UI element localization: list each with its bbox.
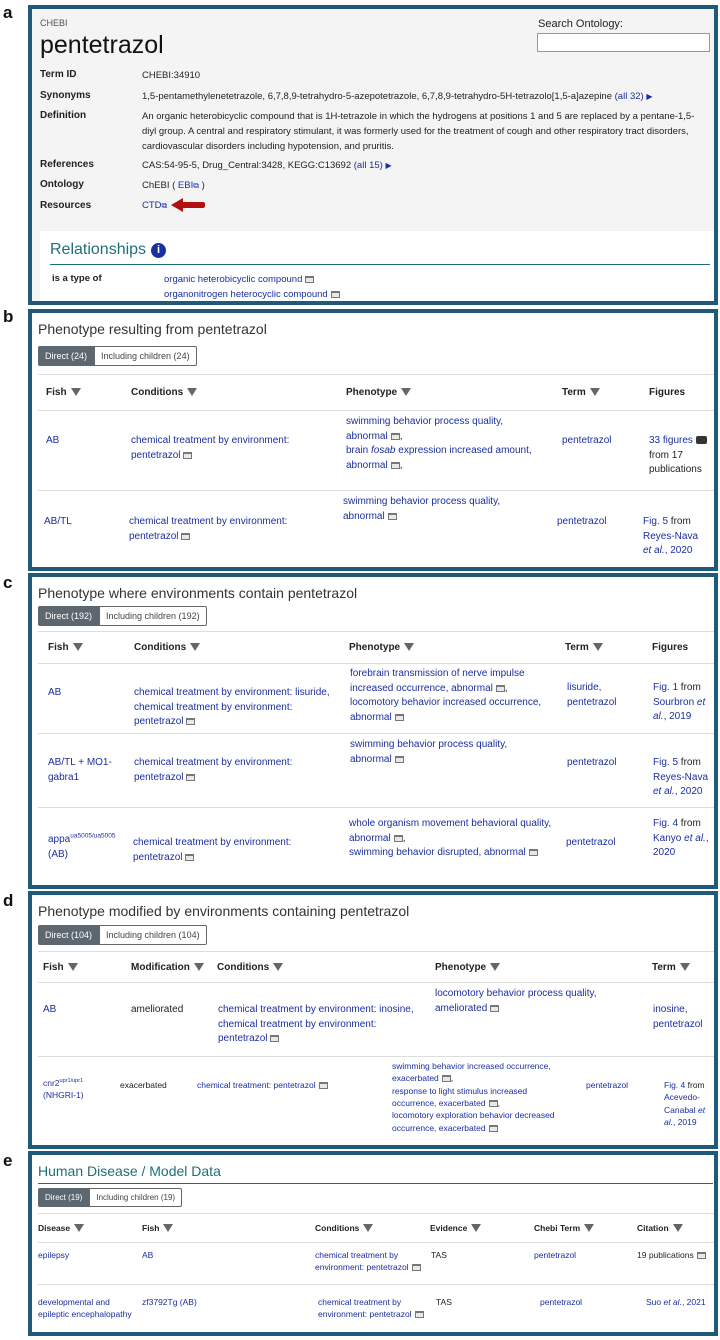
- figures-cell: Fig. 1 from Sourbron et al., 2019: [653, 682, 706, 722]
- panel-label-b: b: [3, 307, 14, 326]
- filter-icon: [490, 963, 500, 971]
- term-link[interactable]: pentetrazol: [567, 757, 617, 768]
- citation-cell: 19 publications: [637, 1249, 706, 1261]
- relationships-heading: Relationships i: [50, 241, 166, 259]
- tab-including-children[interactable]: Including children (192): [99, 606, 207, 626]
- filter-icon: [680, 963, 690, 971]
- col-conditions[interactable]: Conditions: [217, 962, 283, 973]
- resources-label: Resources: [40, 200, 92, 211]
- term-link[interactable]: pentetrazol: [557, 516, 607, 527]
- term-info-icon: [489, 1100, 498, 1107]
- term-link[interactable]: pentetrazol: [586, 1080, 629, 1090]
- fish-link[interactable]: AB: [142, 1250, 154, 1260]
- term-link[interactable]: pentetrazol: [562, 435, 612, 446]
- references-value: CAS:54-95-5, Drug_Central:3428, KEGG:C13692 (all 15) ▶: [142, 160, 392, 171]
- phenotype-cell: forebrain transmission of nerve impulse increased occurrence, abnormal , locomotory behavior increased occurrence, abnormal: [350, 668, 542, 723]
- conditions-cell: chemical treatment by environment: pentetrazol: [131, 435, 290, 461]
- col-figures[interactable]: Figures: [649, 387, 686, 398]
- tab-including-children[interactable]: Including children (104): [99, 925, 207, 945]
- term-info-icon: [391, 462, 400, 469]
- col-fish[interactable]: Fish: [43, 962, 78, 973]
- search-label: Search Ontology:: [538, 18, 623, 30]
- table-row: [38, 664, 718, 734]
- phenotype-cell: swimming behavior process quality, abnormal , brain fosab expression increased amount, abnormal ,: [346, 416, 532, 471]
- fish-cell: appa$^{ua5005/ua5005}$ (AB): [48, 833, 116, 860]
- relationship-link[interactable]: organic heterobicyclic compound: [164, 274, 303, 285]
- filter-icon: [404, 643, 414, 651]
- term-link[interactable]: pentetrazol: [540, 1297, 583, 1307]
- ontology-value: ChEBI ( EBI⧉ ): [142, 180, 205, 191]
- table-row: [38, 411, 718, 491]
- term-link[interactable]: pentetrazol: [534, 1250, 577, 1260]
- tab-direct[interactable]: Direct (104): [38, 925, 99, 945]
- term-info-icon: [186, 718, 195, 725]
- disease-table: [38, 1213, 718, 1336]
- term-info-icon: [415, 1311, 424, 1318]
- table-row: [38, 734, 718, 808]
- fish-link[interactable]: AB: [43, 1004, 57, 1015]
- term-info-icon: [388, 513, 397, 520]
- filter-icon: [590, 388, 600, 396]
- tab-group: [38, 925, 207, 945]
- ontology-label: Ontology: [40, 179, 84, 190]
- conditions-cell: chemical treatment by environment: pentetrazol: [318, 1296, 428, 1321]
- term-panel: [28, 5, 718, 305]
- col-conditions[interactable]: Conditions: [134, 642, 200, 653]
- term-info-icon: [489, 1125, 498, 1132]
- disease-cell: developmental and epileptic encephalopathy: [38, 1297, 132, 1320]
- col-phenotype[interactable]: Phenotype: [349, 642, 414, 653]
- phenotype-cell: swimming behavior process quality, abnormal: [343, 496, 501, 522]
- divider: [38, 1183, 713, 1184]
- phenotype-modified-panel: [28, 891, 718, 1149]
- phenotype-cell: whole organism movement behavioral quality, abnormal , swimming behavior disrupted, abnormal: [349, 818, 552, 858]
- table-header: [38, 374, 718, 411]
- col-fish[interactable]: Fish: [46, 387, 81, 398]
- filter-icon: [673, 1224, 683, 1232]
- term-info-icon[interactable]: [331, 291, 340, 298]
- filter-icon: [68, 963, 78, 971]
- citation-link[interactable]: Suo et al., 2021: [646, 1297, 706, 1307]
- phenotype-table: [38, 374, 718, 571]
- relationship-link[interactable]: organonitrogen heterocyclic compound: [164, 289, 328, 300]
- evidence-cell: TAS: [436, 1297, 452, 1307]
- term-info-icon: [395, 756, 404, 763]
- condition-link[interactable]: chemical treatment: pentetrazol: [197, 1080, 316, 1090]
- references-label: References: [40, 159, 94, 170]
- filter-icon: [584, 1224, 594, 1232]
- figures-cell: Fig. 4 from Kanyo et al., 2020: [653, 818, 709, 858]
- table-header: [38, 1213, 718, 1243]
- table-row: [38, 1285, 718, 1335]
- col-citation[interactable]: Citation: [637, 1223, 683, 1233]
- panel-heading: Phenotype modified by environments containing pentetrazol: [38, 903, 410, 919]
- term-link[interactable]: pentetrazol: [566, 837, 616, 848]
- phenotype-cell: swimming behavior increased occurrence, exacerbated , response to light stimulus increased occurrence, exacerbated , locomotory exploration behavior decreased occurrence, exacerbated: [392, 1061, 555, 1133]
- term-info-icon: [394, 835, 403, 842]
- phenotype-resulting-panel: [28, 309, 718, 571]
- table-row: [38, 1057, 718, 1149]
- caret-right-icon: ▶: [385, 161, 392, 170]
- conditions-cell: chemical treatment by environment: pentetrazol: [315, 1249, 425, 1274]
- panel-heading: Phenotype where environments contain pentetrazol: [38, 585, 358, 601]
- panel-label-a: a: [3, 3, 13, 22]
- fish-cell: $cnr2^{upr1/upr1}$ (NHGRI-1): [43, 1078, 84, 1101]
- modification-cell: exacerbated: [120, 1080, 167, 1090]
- term-id-label: Term ID: [40, 69, 77, 80]
- col-term[interactable]: Term: [562, 387, 600, 398]
- term-info-icon: [186, 774, 195, 781]
- term-info-icon: [412, 1264, 421, 1271]
- col-term[interactable]: Term: [652, 962, 690, 973]
- filter-icon: [363, 1224, 373, 1232]
- filter-icon: [73, 643, 83, 651]
- ctd-link[interactable]: CTD⧉: [142, 200, 168, 211]
- human-disease-panel: [28, 1151, 718, 1336]
- col-chebi-term[interactable]: Chebi Term: [534, 1223, 594, 1233]
- term-info-icon: [697, 1252, 706, 1259]
- term-cell: inosine, pentetrazol: [653, 1004, 703, 1030]
- tab-including-children[interactable]: Including children (24): [94, 346, 197, 366]
- ebi-link[interactable]: EBI⧉: [177, 180, 199, 191]
- references-all-link[interactable]: (all 15): [353, 160, 383, 171]
- figures-cell: Fig. 5 from Reyes-Nava et al., 2020: [653, 757, 709, 797]
- figures-cell: Fig. 5 from Reyes-Nava et al., 2020: [643, 516, 699, 556]
- filter-icon: [190, 643, 200, 651]
- col-modification[interactable]: Modification: [131, 962, 204, 973]
- fish-link[interactable]: AB/TL: [44, 516, 72, 527]
- phenotype-table: [38, 951, 718, 1149]
- filter-icon: [163, 1224, 173, 1232]
- phenotype-cell: swimming behavior process quality, abnormal: [350, 739, 508, 765]
- term-cell: lisuride, pentetrazol: [567, 682, 617, 708]
- definition-value: An organic heterobicyclic compound that is 1H-tetrazole in which the hydrogens at positions 1 and 5 are replaced by a pentane-1,5-diyl group. A central and respiratory stimulant, it was formerly used for the treatment of cough and other respiratory tract disorders, cardiovascular disorders including hypotension, and pruritis.: [142, 111, 695, 152]
- conditions-cell: chemical treatment by environment: pentetrazol: [129, 516, 288, 542]
- col-fish[interactable]: Fish: [142, 1223, 173, 1233]
- table-row: [38, 1243, 718, 1285]
- filter-icon: [74, 1224, 84, 1232]
- table-header: [38, 951, 718, 983]
- table-row: [38, 491, 718, 571]
- term-info-icon: [270, 1035, 279, 1042]
- ontology-source: CHEBI: [40, 18, 68, 28]
- term-info-icon: [395, 714, 404, 721]
- resources-value: [142, 198, 702, 213]
- col-conditions[interactable]: Conditions: [315, 1223, 373, 1233]
- conditions-cell: chemical treatment by environment: pentetrazol: [134, 757, 293, 783]
- tab-including-children[interactable]: Including children (19): [89, 1188, 182, 1207]
- figures-cell: Fig. 4 from Acevedo- Canabal et al., 2019: [664, 1080, 706, 1127]
- col-phenotype[interactable]: Phenotype: [346, 387, 411, 398]
- panel-label-d: d: [3, 891, 14, 910]
- tab-direct[interactable]: Direct (24): [38, 346, 94, 366]
- external-link-icon: ⧉: [193, 181, 199, 190]
- term-info-icon: [391, 433, 400, 440]
- panel-label-c: c: [3, 573, 13, 592]
- figures-cell: 33 figures from 17 publications: [649, 434, 718, 478]
- phenotype-cell: locomotory behavior process quality, ameliorated: [435, 988, 597, 1014]
- col-disease[interactable]: Disease: [38, 1223, 84, 1233]
- external-link-icon: ⧉: [161, 201, 168, 210]
- modification-cell: ameliorated: [131, 1004, 184, 1015]
- panel-label-e: e: [3, 1151, 13, 1170]
- red-arrow-icon: [171, 200, 205, 210]
- synonyms-all-link[interactable]: (all 32): [614, 91, 644, 102]
- fish-link[interactable]: zf3792Tg (AB): [142, 1297, 197, 1307]
- filter-icon: [71, 388, 81, 396]
- disease-link[interactable]: epilepsy: [38, 1250, 70, 1260]
- tab-group: [38, 346, 197, 366]
- camera-icon: [696, 436, 707, 444]
- col-conditions[interactable]: Conditions: [131, 387, 197, 398]
- filter-icon: [187, 388, 197, 396]
- filter-icon: [273, 963, 283, 971]
- panel-heading: Human Disease / Model Data: [38, 1163, 221, 1179]
- filter-icon: [194, 963, 204, 971]
- table-row: [38, 808, 718, 889]
- definition-label: Definition: [40, 110, 87, 121]
- conditions-cell: chemical treatment by environment: pentetrazol: [133, 837, 292, 863]
- fish-cell: AB/TL + MO1- gabra1: [48, 757, 112, 783]
- search-ontology-input[interactable]: [537, 33, 710, 52]
- fish-link[interactable]: AB: [48, 687, 62, 698]
- col-term[interactable]: Term: [565, 642, 603, 653]
- table-row: [38, 983, 718, 1057]
- term-info-icon: [496, 685, 505, 692]
- relationship-list: [164, 272, 340, 302]
- col-fish[interactable]: Fish: [48, 642, 83, 653]
- phenotype-table: [38, 631, 718, 889]
- term-info-icon: [442, 1075, 451, 1082]
- term-info-icon: [490, 1005, 499, 1012]
- phenotype-environments-panel: [28, 573, 718, 889]
- caret-right-icon: ▶: [646, 92, 653, 101]
- tab-group: [38, 606, 207, 626]
- is-a-type-of-label: is a type of: [52, 273, 102, 284]
- filter-icon: [471, 1224, 481, 1232]
- term-info-icon: [181, 533, 190, 540]
- synonyms-label: Synonyms: [40, 90, 91, 101]
- panel-heading: Phenotype resulting from pentetrazol: [38, 321, 267, 337]
- table-header: [38, 631, 718, 664]
- term-info-icon: [183, 452, 192, 459]
- term-info-icon: [319, 1082, 328, 1089]
- relationships-section: [40, 231, 716, 305]
- tab-direct[interactable]: Direct (192): [38, 606, 99, 626]
- info-icon[interactable]: i: [151, 243, 166, 258]
- tab-direct[interactable]: Direct (19): [38, 1188, 89, 1207]
- filter-icon: [593, 643, 603, 651]
- filter-icon: [401, 388, 411, 396]
- col-figures[interactable]: Figures: [652, 642, 689, 653]
- tab-group: [38, 1188, 182, 1207]
- synonyms-value: 1,5-pentamethylenetetrazole, 6,7,8,9-tetrahydro-5-azepotetrazole, 6,7,8,9-tetrahydro-5H-tetrazolo[1,5-a]azepine (all 32) ▶: [142, 91, 653, 102]
- divider: [50, 264, 710, 265]
- col-evidence[interactable]: Evidence: [430, 1223, 481, 1233]
- conditions-cell: chemical treatment by environment: inosine, chemical treatment by environment: pentetrazol: [218, 1004, 414, 1044]
- conditions-cell: chemical treatment by environment: lisuride, chemical treatment by environment: pentetrazol: [134, 687, 330, 727]
- page-title: pentetrazol: [40, 31, 164, 59]
- term-id-value: CHEBI:34910: [142, 70, 201, 81]
- evidence-cell: TAS: [431, 1250, 447, 1260]
- term-info-icon: [529, 849, 538, 856]
- term-info-icon: [185, 854, 194, 861]
- term-info-icon[interactable]: [305, 276, 314, 283]
- col-phenotype[interactable]: Phenotype: [435, 962, 500, 973]
- fish-link[interactable]: AB: [46, 435, 60, 446]
